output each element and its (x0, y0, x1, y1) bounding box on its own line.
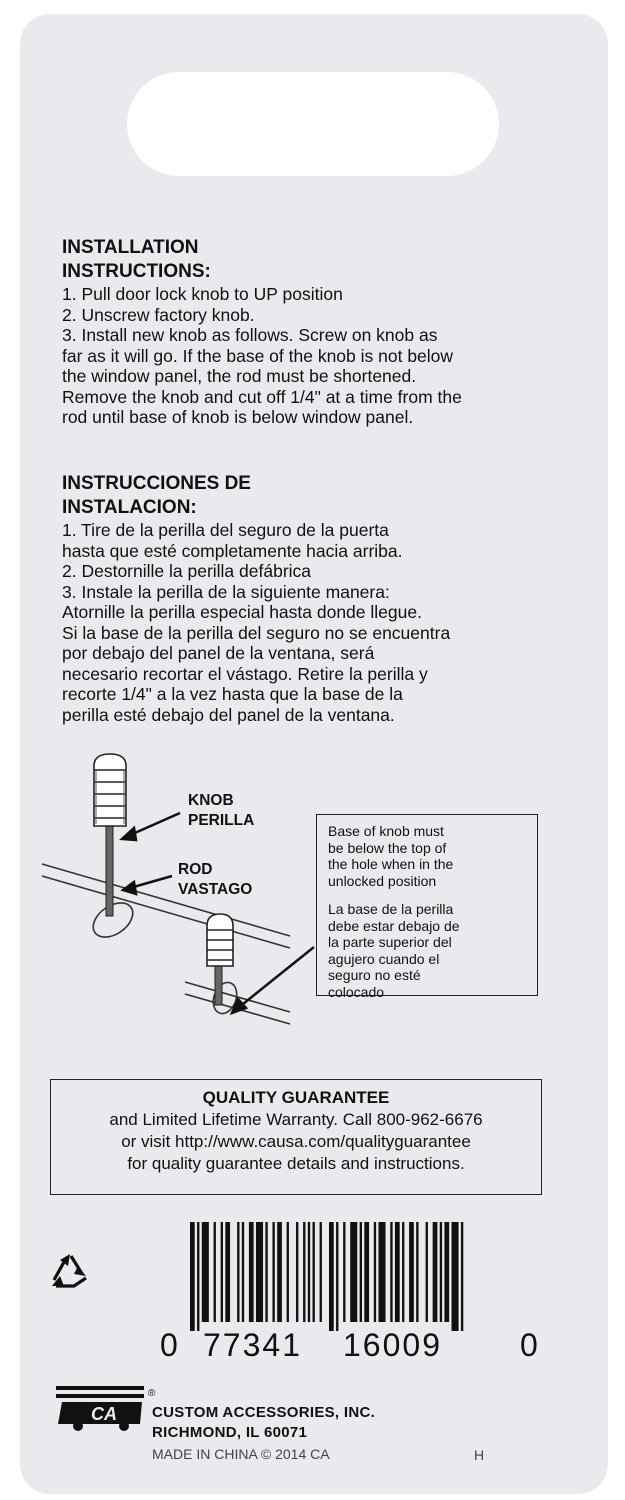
rod (106, 826, 113, 916)
barcode-bar (256, 1222, 263, 1322)
barcode-bar (444, 1222, 449, 1322)
registered-mark: ® (148, 1388, 156, 1399)
instrucciones-line: Atornille la perilla especial hasta donde llegue. (62, 602, 422, 622)
installation-line: 1. Pull door lock knob to UP position (62, 284, 343, 304)
instrucciones-line: recorte 1/4" a la vez hasta que la base de la (62, 684, 403, 704)
barcode-bar (426, 1222, 428, 1322)
barcode-bar (416, 1222, 418, 1322)
guarantee-line: and Limited Lifetime Warranty. Call 800-962-6676 (109, 1110, 483, 1129)
barcode-bar (197, 1222, 199, 1331)
company-name: CUSTOM ACCESSORIES, INC. (152, 1404, 376, 1421)
instrucciones-line: necesario recortar el vástago. Retire la perilla y (62, 663, 428, 684)
barcode-bar (272, 1222, 274, 1322)
guarantee-line: for quality guarantee details and instructions. (127, 1154, 465, 1173)
barcode-bar (313, 1222, 315, 1322)
lower-rod (215, 965, 222, 1005)
knob-label: KNOB PERILLA (188, 792, 255, 829)
barcode-digits-right: 16009 (343, 1327, 442, 1363)
barcode-bar (225, 1222, 230, 1322)
instrucciones-section (62, 472, 450, 725)
instrucciones-line: 3. Instale la perilla de la siguiente manera: (62, 581, 390, 602)
installation-line: rod until base of knob is below window panel. (62, 407, 414, 427)
note-spanish: La base de la perilla debe estar debajo de la parte superior del agujero cuando el seguro no esté colocado (328, 901, 460, 1000)
barcode-bar (242, 1222, 244, 1322)
barcode-bar (374, 1222, 376, 1322)
barcode-bar (364, 1222, 369, 1322)
instrucciones-line: Si la base de la perilla del seguro no se encuentra (62, 622, 451, 643)
barcode-bar (308, 1222, 310, 1322)
guarantee-title: QUALITY GUARANTEE (202, 1088, 390, 1107)
instrucciones-line: por debajo del panel de la ventana, será (62, 643, 375, 663)
recycle-icon (50, 1252, 92, 1290)
barcode (190, 1222, 468, 1331)
knob (94, 754, 126, 826)
barcode-digit-last: 0 (520, 1327, 538, 1363)
barcode-bar (202, 1222, 209, 1322)
barcode-bar (378, 1222, 385, 1322)
barcode-bar (265, 1222, 267, 1322)
installation-heading: INSTALLATION INSTRUCTIONS: (62, 237, 211, 282)
instrucciones-line: 1. Tire de la perilla del seguro de la puerta (62, 520, 389, 540)
barcode-bar (343, 1222, 345, 1322)
lower-knob (207, 914, 233, 966)
installation-section (62, 236, 462, 428)
quality-guarantee-box (50, 1079, 542, 1195)
installation-line: 3. Install new knob as follows. Screw on knob as (62, 325, 438, 345)
package-code: H (474, 1447, 485, 1463)
barcode-bar (433, 1222, 438, 1322)
barcode-bar (296, 1222, 298, 1322)
installation-line: the window panel, the rod must be shortened. (62, 366, 417, 386)
barcode-bar (440, 1222, 442, 1322)
barcode-bar (336, 1222, 338, 1331)
barcode-bar (452, 1222, 459, 1331)
barcode-bar (395, 1222, 400, 1322)
barcode-bar (287, 1222, 289, 1322)
window-panel (42, 864, 290, 1024)
barcode-bar (190, 1222, 195, 1331)
instrucciones-line: 2. Destornille la perilla defábrica (62, 561, 312, 581)
company-city: RICHMOND, IL 60071 (152, 1424, 308, 1441)
logo-text: CA (91, 1404, 117, 1424)
barcode-bar (303, 1222, 305, 1322)
rod-label: ROD VASTAGO (178, 861, 253, 898)
barcode-bar (329, 1222, 334, 1331)
instrucciones-line: perilla esté debajo del panel de la ventana. (62, 704, 395, 725)
instrucciones-line: hasta que esté completamente hacia arriba. (62, 540, 403, 561)
barcode-bar (409, 1222, 414, 1322)
barcode-bar (221, 1222, 223, 1322)
barcode-bar (390, 1222, 392, 1322)
barcode-digit-first: 0 (160, 1327, 178, 1363)
barcode-bar (249, 1222, 254, 1322)
barcode-bar (214, 1222, 216, 1322)
barcode-digits-left: 77341 (203, 1327, 302, 1363)
barcode-bar (360, 1222, 362, 1322)
barcode-bar (237, 1222, 239, 1322)
barcode-bar (461, 1222, 463, 1331)
hang-hole (127, 72, 499, 176)
note-english: Base of knob must be below the top of the hole when in the unlocked position (328, 823, 454, 889)
made-in: MADE IN CHINA © 2014 CA (152, 1446, 330, 1462)
installation-line: Remove the knob and cut off 1/4" at a time from the (62, 386, 462, 407)
installation-line: 2. Unscrew factory knob. (62, 304, 255, 325)
barcode-bar (402, 1222, 404, 1322)
diagram-note (316, 814, 538, 1000)
barcode-bar (277, 1222, 282, 1322)
instrucciones-heading: INSTRUCCIONES DE INSTALACION: (62, 473, 251, 518)
barcode-bar (350, 1222, 357, 1322)
guarantee-line: or visit http://www.causa.com/qualityguarantee (121, 1132, 471, 1151)
installation-line: far as it will go. If the base of the knob is not below (62, 345, 454, 366)
company-logo (56, 1384, 156, 1442)
barcode-bar (320, 1222, 322, 1322)
